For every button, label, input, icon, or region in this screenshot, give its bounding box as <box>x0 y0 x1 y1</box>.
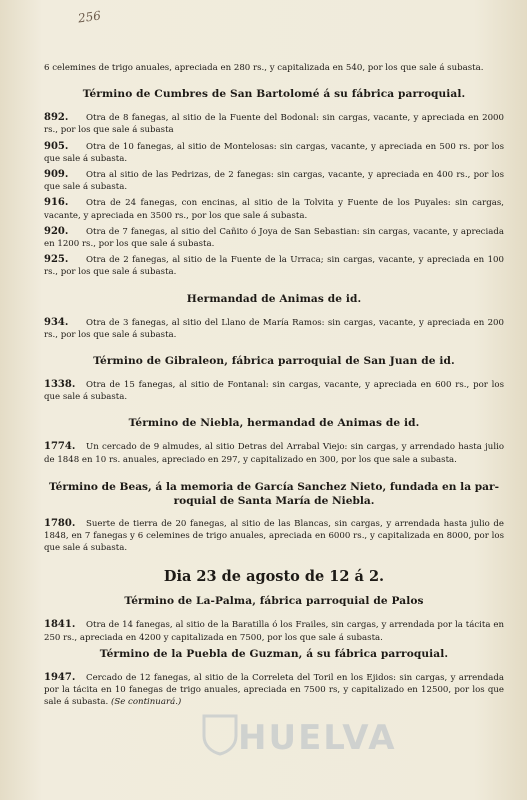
entry-text: Suerte de tierra de 20 fanegas, al sitio de las Blancas, sin cargas, y arrendada hasta julio de 1848, en 7 fanegas y 6 celemines de trigo anuales, apreciada en 6000 rs., y capitalizada en 8000, por los que sale á subasta. <box>44 518 504 554</box>
handwritten-page-number: 256 <box>77 8 102 26</box>
intro-paragraph: 6 celemines de trigo anuales, apreciada en 280 rs., y capitalizada en 540, por los que sale á subasta. <box>44 63 484 73</box>
entry-text: Otra de 14 fanegas, al sitio de la Baratilla ó los Frailes, sin cargas, y arrendada por la tácita en 250 rs., apreciada en 4200 y capitalizada en 7500, por los que sale á subasta. <box>44 620 504 643</box>
entry-text: Otra de 10 fanegas, al sitio de Montelosas: sin cargas, vacante, y apreciada en 500 rs. por los que sale á subasta. <box>44 141 504 164</box>
entry-number: 905. <box>44 140 69 152</box>
entry <box>44 226 504 250</box>
section-heading <box>44 480 504 508</box>
entry <box>44 112 504 136</box>
entry-number: 1338. <box>44 379 76 391</box>
entry-text: Otra de 2 fanegas, al sitio de la Fuente de la Urraca; sin cargas, vacante, y apreciada en 100 rs., por los que sale á subasta. <box>44 255 504 278</box>
section-heading: Término de Cumbres de San Bartolomé á su fábrica parroquial. <box>82 88 466 101</box>
entry-text-body: Cercado de 12 fanegas, al sitio de la Correleta del Toril en los Ejidos: sin cargas, y arrendada por la tácita en 10 fanegas de trigo anuales, apreciada en 7500 rs, y capitalizado en 12500, por los que sale á subasta. <box>44 672 504 708</box>
entry-text <box>44 672 504 709</box>
entry-text: Otra de 8 fanegas, al sitio de la Fuente del Bodonal: sin cargas, vacante, y apreciada en 2000 rs., por los que sale á subasta <box>44 113 504 136</box>
section-heading: Término de la Puebla de Guzman, á su fábrica parroquial. <box>99 647 449 660</box>
entry-number: 1947. <box>44 671 76 683</box>
entry-number: 925. <box>44 254 69 266</box>
archive-watermark <box>200 712 397 762</box>
entry <box>44 672 504 709</box>
section-heading: Término de Niebla, hermandad de Animas de id. <box>128 417 420 430</box>
entry-text: Otra de 3 fanegas, al sitio del Llano de María Ramos: sin cargas, vacante, y apreciada en 200 rs., por los que sale á subasta. <box>44 317 504 340</box>
entry <box>44 619 504 643</box>
entry-number: 1841. <box>44 619 76 631</box>
entry <box>44 518 504 555</box>
entry <box>44 317 504 341</box>
entry-number: 1780. <box>44 517 76 529</box>
document-body <box>44 62 504 712</box>
entry <box>44 254 504 278</box>
entry-text: Otra de 24 fanegas, con encinas, al sitio de la Tolvita y Fuente de los Puyales: sin cargas, vacante, y apreciada en 3500 rs., por los que sale á subasta. <box>44 198 504 221</box>
entry <box>44 141 504 165</box>
section-heading-line: Término de Beas, á la memoria de García Sanchez Nieto, fundada en la par- <box>48 480 500 493</box>
entry-text: Un cercado de 9 almudes, al sitio Detras del Arrabal Viejo: sin cargas, y arrendado hasta julio de 1848 en 10 rs. anuales, apreciado en 297, y capitalizado en 300, por los que sale a subasta. <box>44 442 504 465</box>
section-heading-line: roquial de Santa María de Niebla. <box>173 494 375 507</box>
entry <box>44 441 504 465</box>
entry <box>44 379 504 403</box>
entry-number: 916. <box>44 197 69 209</box>
entry <box>44 197 504 221</box>
entry-number: 934. <box>44 316 69 328</box>
entry-number: 1774. <box>44 441 76 453</box>
watermark-text: HUELVA <box>238 718 397 758</box>
entry-text: Otra al sitio de las Pedrizas, de 2 fanegas: sin cargas, vacante, y apreciada en 400 rs., por los que sale á subasta. <box>44 170 504 193</box>
date-heading: Dia 23 de agosto de 12 á 2. <box>163 568 385 586</box>
shield-icon <box>200 712 240 756</box>
entry <box>44 169 504 193</box>
entry-number: 920. <box>44 225 69 237</box>
entry-number: 909. <box>44 169 69 181</box>
entry-number: 892. <box>44 112 69 124</box>
section-heading: Término de La-Palma, fábrica parroquial de Palos <box>124 595 424 608</box>
section-heading: Término de Gibraleon, fábrica parroquial de San Juan de id. <box>93 355 455 368</box>
entry-text: Otra de 7 fanegas, al sitio del Cañito ó Joya de San Sebastian: sin cargas, vacante, y apreciada en 1200 rs., por los que sale á subasta. <box>44 226 504 250</box>
section-heading: Hermandad de Animas de id. <box>186 292 362 305</box>
entry-text: Otra de 15 fanegas, al sitio de Fontanal: sin cargas, vacante, y apreciada en 600 rs., por los que sale á subasta. <box>44 380 504 403</box>
continuation-note: (Se continuará.) <box>110 697 182 708</box>
